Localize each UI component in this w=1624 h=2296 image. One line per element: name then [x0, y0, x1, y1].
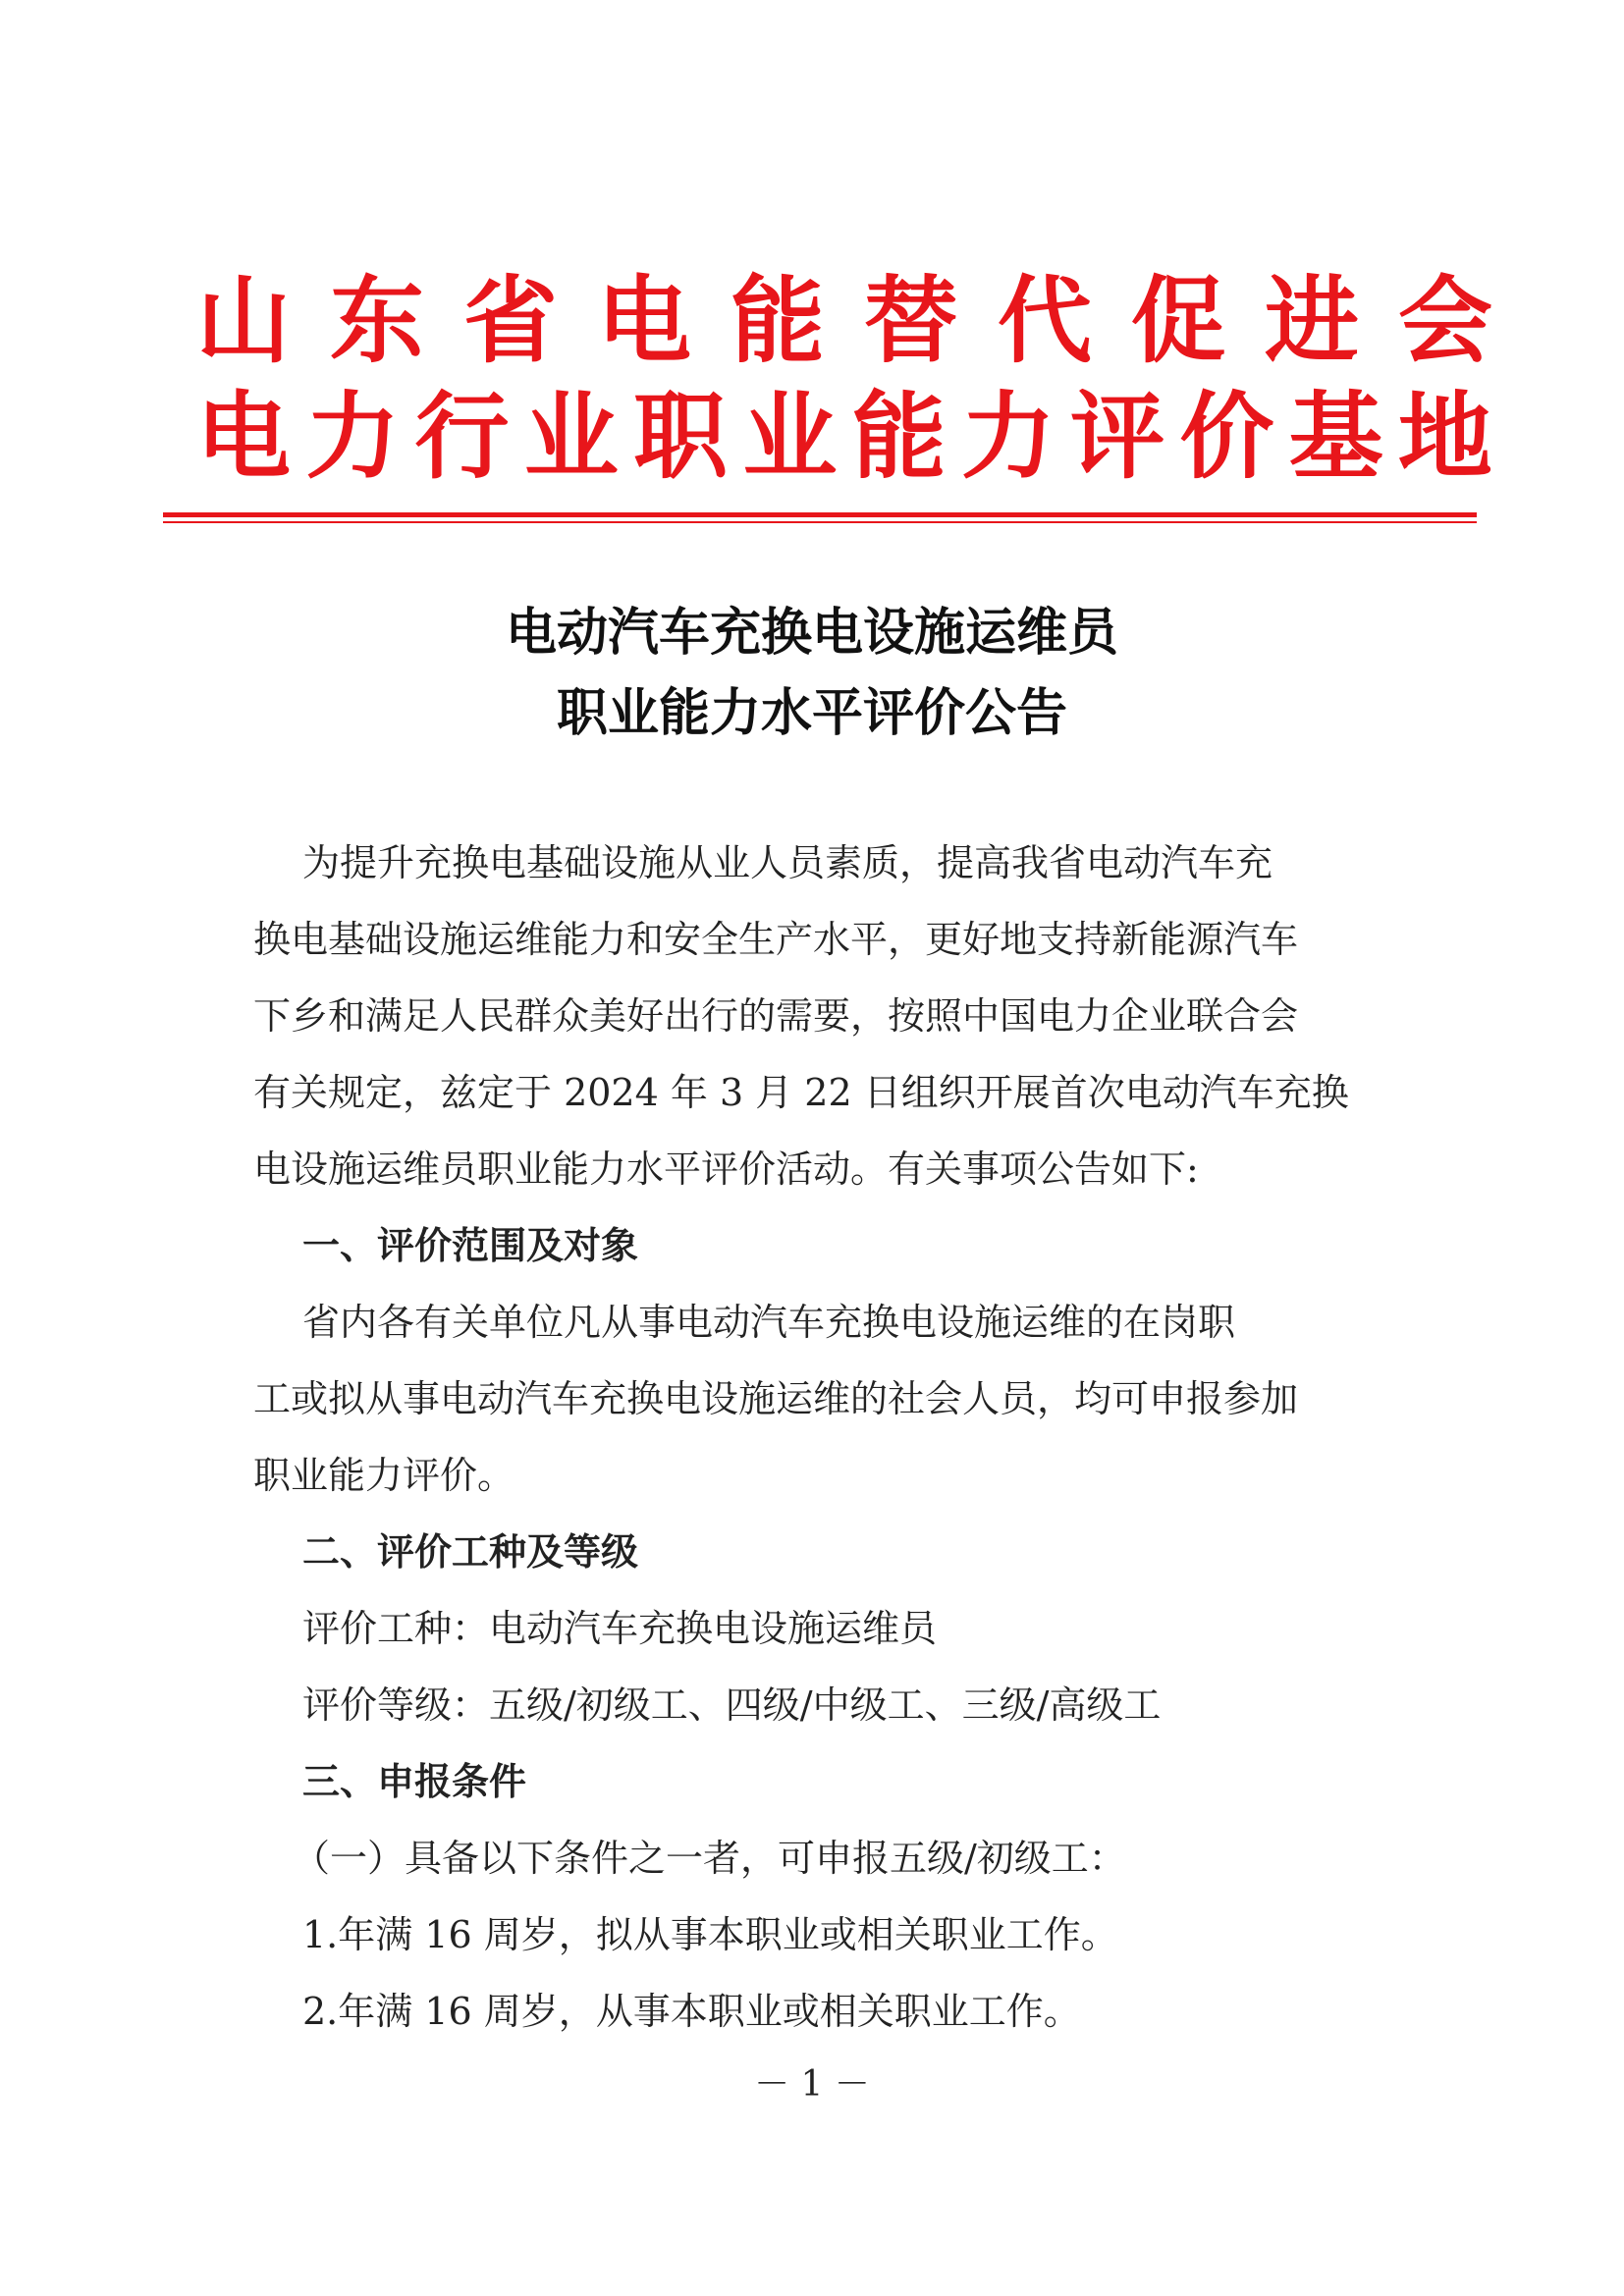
intro-line: 换电基础设施运维能力和安全生产水平，更好地支持新能源汽车 [253, 918, 1299, 961]
header-char: 基 [1288, 382, 1383, 492]
section3-heading: 三、申报条件 [302, 1759, 527, 1803]
doc-title-line1: 电动汽车充换电设施运维员 [505, 603, 1118, 663]
section1-line: 工或拟从事电动汽车充换电设施运维的社会人员，均可申报参加 [253, 1377, 1299, 1420]
org-name-line1 [196, 267, 1492, 375]
header-char: 山 [196, 266, 291, 376]
header-char: 地 [1397, 382, 1492, 492]
header-char: 业 [523, 382, 619, 492]
section1-heading: 一、评价范围及对象 [302, 1223, 639, 1267]
doc-title-line2: 职业能力水平评价公告 [556, 683, 1067, 743]
header-divider-thin [163, 521, 1477, 523]
header-char: 促 [1131, 266, 1225, 376]
header-char: 价 [1179, 382, 1274, 492]
intro-line: 有关规定，兹定于 2024 年 3 月 22 日组织开展首次电动汽车充换 [253, 1071, 1349, 1114]
header-char: 能 [851, 382, 947, 492]
intro-line: 为提升充换电基础设施从业人员素质，提高我省电动汽车充 [302, 841, 1273, 884]
intro-line: 下乡和满足人民群众美好出行的需要，按照中国电力企业联合会 [253, 994, 1299, 1038]
header-char: 业 [742, 382, 838, 492]
header-char: 代 [998, 266, 1092, 376]
header-char: 会 [1398, 266, 1492, 376]
header-char: 力 [305, 382, 401, 492]
header-char: 电 [597, 266, 691, 376]
header-char: 评 [1070, 382, 1165, 492]
header-char: 能 [731, 266, 825, 376]
header-char: 省 [463, 266, 558, 376]
section3-item-1: 1.年满 16 周岁，拟从事本职业或相关职业工作。 [302, 1913, 1118, 1956]
section2-type: 评价工种：电动汽车充换电设施运维员 [302, 1607, 938, 1650]
header-char: 电 [196, 382, 291, 492]
intro-line: 电设施运维员职业能力水平评价活动。有关事项公告如下: [253, 1148, 1199, 1191]
header-char: 职 [633, 382, 729, 492]
section2-level: 评价等级：五级/初级工、四级/中级工、三级/高级工 [302, 1683, 1162, 1727]
header-char: 力 [960, 382, 1056, 492]
header-char: 行 [414, 382, 510, 492]
section2-heading: 二、评价工种及等级 [302, 1529, 639, 1574]
header-char: 东 [330, 266, 424, 376]
org-name-line2 [196, 383, 1492, 491]
section3-subheading: （一）具备以下条件之一者，可申报五级/初级工： [293, 1837, 1126, 1880]
header-char: 替 [864, 266, 958, 376]
page-number: － 1 － [754, 2064, 870, 2105]
header-char: 进 [1265, 266, 1359, 376]
section3-item-2: 2.年满 16 周岁，从事本职业或相关职业工作。 [302, 1990, 1081, 2033]
header-divider-thick [163, 512, 1477, 517]
section1-line: 职业能力评价。 [253, 1454, 515, 1497]
section1-line: 省内各有关单位凡从事电动汽车充换电设施运维的在岗职 [302, 1301, 1236, 1344]
